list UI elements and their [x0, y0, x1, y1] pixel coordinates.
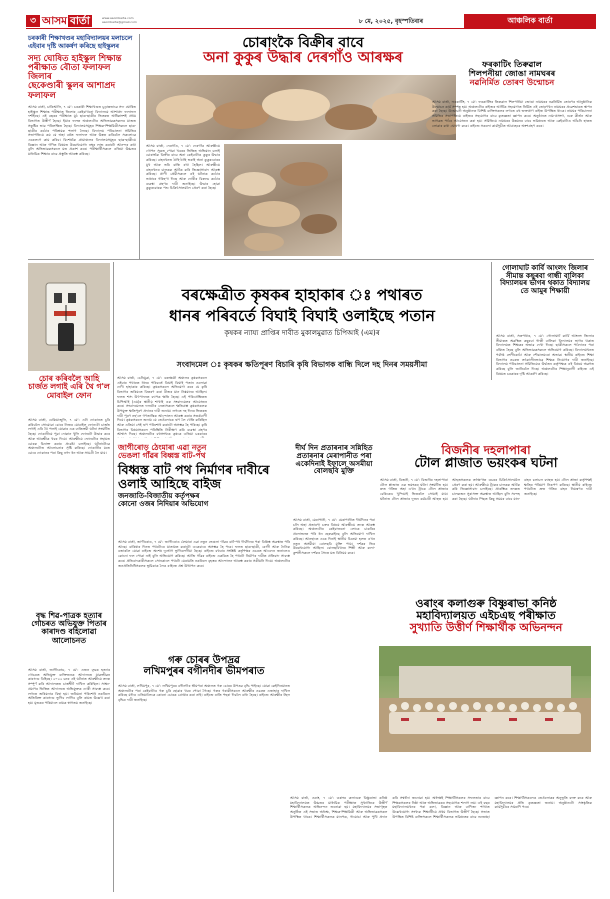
headline-line-3: নৱনিৰ্মিত তোৰণ উন্মোচন [469, 76, 555, 87]
article-body-col-2 [346, 144, 426, 256]
dogs-photo-2 [224, 144, 342, 256]
article-body: আসম বাৰ্তা, চেনিমুৱা, ৭ মে': বৰক্ষেত্ৰী অঞ্চলৰ কৃষকসকলে এইবাৰ পথাৰত ধানৰ পৰিবৰ্তে বিঘাই বিঘাই পতান ওলোৱা দেখি হাহাকাৰ কৰিছে। কৃষকসকলে অভিযোগ কৰে যে কৃষি বিভাগৰ জৰিয়তে বিতৰণ কৰা বীজৰ মান নিম্নমানৰ আছিল। ফলত শস্য উৎপাদনত ব্যাপক ক্ষতি হৈছে। এই পৰিপ্ৰেক্ষিতত চিপিআই (এম)ৰ স্থানীয় শাখাই এক সংবাদমেলৰ আয়োজন কৰে। সংবাদমেলত দলটোৰ নেতাসকলে ক্ষতিগ্ৰস্ত কৃষকসকলক উপযুক্ত ক্ষতিপূৰণ প্ৰদানৰ দাবী জনায়। লগতে দহ দিনৰ ভিতৰত দাবী পূৰণ নহ'লে গণতান্ত্ৰিক আন্দোলন আৰম্ভ কৰাৰ সতৰ্কবাণী দিয়ে। কৃষকসকলে জনায় যে তেওঁলোকে ঋণ লৈ খেতি কৰিছিল আৰু এতিয়া সেই ঋণ পৰিশোধ কৰাটো অসম্ভৱ হৈ পৰিছে। কৃষি বিভাগৰ বিষয়াসকলে পৰিস্থিতি নিৰীক্ষণ কৰি ব্যৱস্থা গ্ৰহণৰ আশ্বাস দিছে। অঞ্চলটোৰ বহুসংখ্যক কৃষকে এতিয়া চৰকাৰৰ [117, 376, 207, 437]
dog-shape [232, 172, 276, 196]
subheadline-2: কোনো ওজৰ নিদিয়াৰ অভিযোগ [118, 499, 209, 508]
mobile-photo-graphic [28, 263, 110, 371]
dog-shape [248, 201, 300, 227]
dog-shape [301, 214, 337, 234]
dog-shape [156, 95, 216, 125]
dogs-photo-2-graphic [224, 144, 342, 256]
dog-shape [280, 162, 328, 186]
socket-shape [54, 293, 62, 303]
article-body-col-2 [211, 376, 301, 438]
socket-shape [68, 293, 76, 303]
headline-line-2: শিলপনীয়া জোঙা নামঘৰৰ [468, 67, 556, 78]
headline-line-2: অনা কুকুৰ উদ্ধাৰ দেৰগাঁও আৰক্ষৰ [203, 50, 403, 67]
headline: বৃদ্ধ শিৱ-পাত্ৰক হত্যাৰ গোচৰত অভিযুক্ত পিতাৰ কাৰাদণ্ড বহিলোৱা আলোচনত [31, 611, 107, 645]
issue-date: ৮ মে, ২০২৫, বৃহস্পতিবাৰ [358, 18, 424, 25]
college-photo-graphic [379, 646, 591, 752]
headline-line-2: মহাবিদ্যালয়ত এইচএছ পৰীক্ষাত [416, 608, 556, 622]
strapline: সংবাদমেল ঃ কৃষকৰ ক্ষতিপূৰণ বিচাৰি কৃষি বিভাগক বান্ধি দিলে দহ দিনৰ সময়সীমা [176, 360, 428, 369]
dog-shape [325, 104, 377, 130]
subheadline: জনজাতি-বিজাতীয় কৰ্তৃপক্ষৰ [118, 492, 200, 501]
article-body: আসম বাৰ্তা, জাগীৰোড, ৭ মে': এজন বৃদ্ধক হত্যাৰ গোচৰত অভিযুক্ত ব্যক্তিজনক আদালতে যাৱজ্জীৱন কাৰাদণ্ড বিহিছে। ২০২২ চনৰ এই ঘটনাত আৰক্ষীয়ে তদন্ত সম্পূৰ্ণ কৰি আদালতত চাৰ্জশ্বীট দাখিল কৰিছিল। সাক্ষ্য-প্ৰমাণৰ ভিত্তিত আদালতে অভিযুক্তক দোষী সাব্যস্ত কৰে। লগতে জৰিমনাও বিহা হয়। জৰিমনা পৰিশোধ নকৰিলে অতিৰিক্ত কাৰাদণ্ড ভুগিব লাগিব বুলি ৰায়ত উল্লেখ কৰা হয়। মৃতকৰ পৰিয়ালে ৰায়ক স্বাগতম জনাইছে। [28, 668, 110, 705]
story-dogs [144, 36, 462, 67]
headline: সদ্য ঘোষিত হাইস্কুল শিক্ষান্ত [28, 53, 122, 64]
dog-shape [244, 233, 284, 251]
article-body: আসম বাৰ্তা, বিজনী, ৭ মে': বিজনীৰ দহলাপাৰা টোল প্লাজাত এক ভয়ংকৰ ঘটনা সংঘটিত হয়। দ্ৰুত গতিত অহা এখন ট্ৰাকে টোল প্লাজাৰ বেৰিকেড খুন্দিয়াই ভিতৰলৈ সোমাই যায়। ঘটনাত টোল প্লাজাৰ দুজন কৰ্মচাৰী আহত হয়। আহতসকলক তৎক্ষণাত ওচৰৰ চিকিৎসালয়লৈ প্ৰেৰণ কৰা হয়। আৰক্ষীয়ে ট্ৰাকৰ চালকক আটক কৰি জিজ্ঞাসাবাদ চলাইছে। প্ৰাৰম্ভিক তদন্তত চালকজন সুৰাসক্ত অৱস্থাত আছিল বুলি সন্দেহ কৰা হৈছে। ঘটনাৰ পিছত কিছু সময়ৰ বাবে যান-বাহন চলাচল ব্যাহত হয়। টোল প্লাজা কৰ্তৃপক্ষই ক্ষতিৰ পৰিমাণ নিৰূপণ কৰিছে। স্থানীয় ৰাইজে পথটোত দ্ৰুত গতিৰ বাহন নিয়ন্ত্ৰণৰ দাবী জনাইছে। [380, 478, 592, 501]
story-farmers [114, 287, 490, 338]
article-body: আসম বাৰ্তা, সৰুপথাৰ, ৭ মে': গোলাঘাট কাৰ্বি আংলং জিলাৰ সীমান্তত অৱস্থিত কছুৰবা গান্ধী বালিকা বিদ্যালয়ৰ ভাগৰ থকাত বিদ্যালয়ত শিক্ষকৰ অভাৱ দেখা দিছে। ছাত্ৰীসকলে পাঠদানৰ পৰা বঞ্চিত হৈছে বুলি অভিভাৱকসকলে অভিযোগ কৰিছে। বিদ্যালয়খনত পৰ্যাপ্ত শ্ৰেণীকোঠা আৰু শৌচালয়ৰো অভাৱ। স্থানীয় ৰাইজে শিক্ষা বিভাগৰ ওচৰত তৎকালীনভাৱে শিক্ষক নিয়োগৰ দাবী জনাইছে। বিদ্যালয় পৰিচালনা সমিতিয়েও উৰ্দ্ধতন কৰ্তৃপক্ষক এই বিষয়ে অৱগত কৰিছে বুলি জানিবলৈ দিছে। অঞ্চলটোৰ শিক্ষানুৰাগী ৰাইজে এই বিষয়ত চৰকাৰৰ দৃষ্টি আকৰ্ষণ কৰিছে। [496, 334, 594, 376]
headline: চোৰাংকৈ বিক্ৰীৰ বাবে [242, 35, 364, 51]
headline: গোলাঘাট কাৰ্বি আংলং জিলাৰ সীমান্ত কছুৰবা গান্ধী বালিকা বিদ্যালয়ৰ ভাগৰ থকাত বিদ্যালয় তে আমুৰ শিক্ষায়ী [500, 264, 590, 295]
students-row-2 [389, 712, 581, 734]
article-body-col-1: আসম বাৰ্তা, দেৰগাঁও, ৭ মে': দেৰগাঁও আৰক্ষীয়ে গোপন সূত্ৰত পোৱা খবৰৰ ভিত্তিত অভিযান চলাই চোৰাংকৈ বিক্ৰীৰ বাবে অনা কেইবাটাও কুকুৰ উদ্ধাৰ কৰিছে। বাহনখনত ঠাহি-ঠাহি ভৰাই অনা কুকুৰবোৰৰ মুখ আৰু ভৰি বান্ধি ৰখা হৈছিল। আৰক্ষীয়ে বাহনখনৰ চালকক আটক কৰি জিজ্ঞাসাবাদ আৰম্ভ কৰিছে। প্ৰাণী প্ৰেমীসকলে এই ঘটনাক কঠোৰ ভাষাৰে গৰিহণা দিছে আৰু দোষীৰ বিৰুদ্ধে কঠোৰ ব্যৱস্থা গ্ৰহণৰ দাবী জনাইছে। উদ্ধাৰ হোৱা কুকুৰবোৰক পশু চিকিৎসালয়লৈ প্ৰেৰণ কৰা হৈছে। [146, 144, 220, 191]
story-college [380, 598, 592, 634]
section-rule [28, 259, 594, 260]
article-body: আসম বাৰ্তা, চাৰিআলি, ৭ মে': চৰকাৰী শিক্ষাখণ্ডত চূড়ান্তভাৱে সদ্য ঘোষিত হাইস্কুল শিক্ষান্ত পৰীক্ষাত জিলাৰ কেইবাখনো বিদ্যালয়ে আশাপ্ৰদ ফলাফল দৰ্শাইছে। এই বছৰৰ পৰীক্ষাত মুঠ ছাত্ৰ-ছাত্ৰীৰ ভিতৰত অধিকাংশই প্ৰথম বিভাগত উত্তীৰ্ণ হৈছে। ইয়াৰ ফলত অঞ্চলটোৰ অভিভাৱকসকলৰ মাজত সন্তুষ্টিৰ ভাৱ পৰিলক্ষিত হৈছে। বিদ্যালয়সমূহৰ শিক্ষক-শিক্ষয়িত্ৰীসকলে ছাত্ৰ-ছাত্ৰীৰ কঠোৰ পৰিশ্ৰমক শলাগ লৈছে। বিদ্যালয় পৰিচালনা সমিতিৰ সভাপতিয়ে কয় যে অহা বৰ্ষত ফলাফল আৰু উন্নত কৰিবলৈ সকলোৱে একেলগে কাম কৰিব। বিশেষকৈ গ্ৰামাঞ্চলৰ বিদ্যালয়সমূহৰ ছাত্ৰ-ছাত্ৰীয়ে বিজ্ঞান আৰু গণিত বিষয়ত উল্লেখযোগ্য নম্বৰ লাভ কৰাটো আনন্দৰ কথা বুলি অভিভাৱকসকলে মত প্ৰকাশ কৰে। পৰীক্ষাৰ্থীসকলে এতিয়া উচ্চতৰ মাধ্যমিক শিক্ষাৰ বাবে প্ৰস্তুতি আৰম্ভ কৰিছে। [28, 105, 136, 157]
story-road [118, 444, 290, 508]
article-body: আসম বাৰ্তা, লখিমপুৰ, ৭ মে': লখিমপুৰৰ বগীনদীৰ ভীমপৰা অঞ্চলত গৰু চোৰৰ উপদ্ৰৱ বৃদ্ধি পাইছে। যোৱা কেইদিনমানত অঞ্চলটোৰ পৰা কেইবাটাও গৰু চুৰি হোৱাৰ খবৰ পোৱা গৈছে। গৰুৰ গৰাকীসকলে আৰক্ষীৰ ওচৰত এজাহাৰ দাখিল কৰিছে যদিও এতিয়ালৈকে কোনো চোৰক গ্ৰেপ্তাৰ কৰা নাই। ৰাইজে ৰাতি পহৰা দিবলৈ বাধ্য হৈছে। ৰাইজে আৰক্ষীৰ টহল বৃদ্ধিৰ দাবী জনাইছে। [118, 684, 290, 703]
headline: চোৰ কৰিবলৈ আহি চাৰ্জত লগাই এৰি থৈ গ'ল মোবাইল ফোন [28, 374, 110, 400]
column-rule [491, 262, 492, 380]
story-cow [118, 656, 290, 678]
subheadline: কৃষকৰ ন্যায্য প্ৰাপ্তিৰ দাবীত মুকালমুৱাত চিপিআই (এম)ৰ [224, 329, 380, 338]
article-body: আসম বাৰ্তা, ঢেকিয়াজুলি, ৭ মে': এটা দোকানত চুৰি কৰিবলৈ সোমোৱা চোৰে নিজৰ মোবাইল ফোনটো চাৰ্জত লগাই এৰি থৈ পলাই যোৱাৰ এক ব্যতিক্ৰমী ঘটনা সংঘটিত হৈছে। দোকানীয়ে পুৱা দোকান খুলি ফোনটো উদ্ধাৰ কৰে আৰু আৰক্ষীক খবৰ দিয়ে। আৰক্ষীয়ে ফোনটোৰ সহায়ত চোৰক চিনাক্ত কৰাৰ প্ৰচেষ্টা চলাইছে। ঘটনাটোৱে অঞ্চলটোত আলোচনাৰ সৃষ্টি কৰিছে। দোকানীৰ মতে চোৰে দোকানৰ পৰা কিছু নগদ ধন আৰু সামগ্ৰী লৈ যায়। [28, 418, 110, 455]
headline-kicker-2: এইবাৰ দৃষ্টি আকৰ্ষণ কৰিছে হাইস্কুলৰ [28, 42, 119, 50]
header-website: www.asombarta.com [102, 16, 134, 20]
headline: বিধ্বস্ত বাট পথ নিৰ্মাণৰ দাবীৰে ওলাই আহিছে বাইজ [118, 462, 270, 491]
story-golaghat [496, 265, 594, 295]
building-shape [399, 666, 571, 698]
farmers-strapline [114, 361, 490, 369]
headline-line-2: টোল প্লাজাত ভয়ংকৰ ঘটনা [414, 455, 558, 471]
header-contact [102, 16, 137, 24]
mobile-phone-shape [58, 323, 74, 351]
dogs-photo [146, 75, 456, 140]
story-toll [380, 444, 592, 471]
header-email: asombarta@gmail.com [102, 20, 137, 24]
headline-line-3: ছেকেণ্ডাৰী স্কুলৰ আশাপ্ৰদ ফলাফল [28, 81, 116, 101]
logo-text: আসম [42, 15, 68, 27]
story-teachers [28, 36, 136, 213]
headline: বিজনীৰ দহলাপাৰা [441, 443, 531, 457]
article-body-col-4 [399, 376, 489, 438]
kicker-2: ভেঙলা গাঁৱৰ বিধ্বস্ত বাট-পথ [118, 451, 206, 461]
article-body-col-3 [305, 376, 395, 438]
logo-box: বার্তা [70, 15, 90, 27]
dog-shape [372, 93, 436, 123]
story-murder [28, 612, 110, 645]
column-rule [139, 34, 140, 260]
article-body: আসম বাৰ্তা, ওৰাং, ৭ মে': ওৰাংৰ কলাগুৰু বিষ্ণুৰাভা কনিষ্ঠ মহাবিদ্যালয়ত উচ্চতৰ মাধ্যমিক পৰীক্ষাত সুখ্যাতিৰে উত্তীৰ্ণ শিক্ষাৰ্থীসকলক অভিনন্দন জনোৱা হয়। মহাবিদ্যালয়ৰ সভাগৃহত অনুষ্ঠিত এই সভাত অধ্যক্ষ, শিক্ষক-শিক্ষয়িত্ৰী আৰু অভিভাৱকসকল উপস্থিত থাকে। শিক্ষাৰ্থীসকলক মানপত্ৰ, গামোচা আৰু পুথি প্ৰদান কৰি সম্বৰ্ধনা জনোৱা হয়। অধ্যক্ষই শিক্ষাৰ্থীসকলৰ সফলতাৰ বাবে শিক্ষকসকলৰ নিষ্ঠা আৰু অভিভাৱকৰ সহযোগক শলাগ লয়। এই বছৰ মহাবিদ্যালয়খনৰ পৰা কলা, বিজ্ঞান আৰু বাণিজ্য শাখাত উল্লেখযোগ্য সংখ্যক শিক্ষাৰ্থীয়ে প্ৰথম বিভাগত উত্তীৰ্ণ হৈছে। সভাত উপস্থিত বিশিষ্ট ব্যক্তিসকলে শিক্ষাৰ্থীসকলক ভৱিষ্যতৰ বাবে শুভেচ্ছা জ্ঞাপন কৰে। শিক্ষাৰ্থীসকলেও তেওঁলোকৰ অনুভূতি ব্যক্ত কৰে আৰু মহাবিদ্যালয়ৰ প্ৰতি কৃতজ্ঞতা জনায়। অনুষ্ঠানটো সাংস্কৃতিক কাৰ্যসূচীৰে সামৰণি পৰে। [290, 796, 592, 819]
headline: দীৰ্ঘ দিন প্ৰতাৰনাৰ সন্নিহিত প্ৰতাৰনাৰ মেৰাপানীত পৰা একেদিনাই ইফালে অসমীয়া বোলছবি মুক্তি [295, 443, 373, 476]
headline-line-2: লখিমপুৰৰ বগীনদীৰ ভীমপৰাত [143, 665, 265, 677]
kicker: জাগীৰোড় ঠেংমাৰা এৱা নতুন [118, 443, 207, 452]
headline: ওৰাংৰ কলাগুৰু বিষ্ণুৰাভা কনিষ্ঠ [415, 597, 557, 610]
switch-shape [54, 311, 76, 316]
article-body: আসম বাৰ্তা, জাগীৰোড, ৭ মে': জাগীৰোড ঠেংমাৰা এৱা নতুন ভেঙলা গাঁৱৰ বাট-পথ দীৰ্ঘদিনৰ পৰা বিধ্বস্ত অৱস্থাত পৰি আছে। বাৰিষাৰ দিনত পথটোৰে যাতায়ত কৰাটো একেবাৰে অসম্ভৱ হৈ পৰে। ফলত ছাত্ৰ-ছাত্ৰী, ৰোগী আৰু দৈনিক বজাৰলৈ যোৱা ৰাইজে অশেষ দুৰ্ভোগ ভুগিবলগীয়া হৈছে। ৰাইজে বহুবাৰ সংশ্লিষ্ট কৰ্তৃপক্ষৰ ওচৰত আবেদন জনালেও কোনো ফল পোৱা নাই বুলি অভিযোগ কৰিছে। আজি গাঁৱৰ ৰাইজে একত্ৰিত হৈ পথটো নিৰ্মাণৰ দাবীত প্ৰতিবাদ সাব্যস্ত কৰে। প্ৰতিবাদকাৰীসকলে সোনকালে পথটো মেৰামতি নকৰিলে বৃহত্তৰ আন্দোলন আৰম্ভ কৰাৰ সকীয়নি দিয়ে। অঞ্চলটোৰ জনপ্ৰতিনিধিসকলৰ ভূমিকাক লৈও ৰাইজে প্ৰশ্ন উত্থাপন কৰে। [118, 540, 290, 568]
headline-line-2: পৰীক্ষাত বৌতা ফলাফল জিলাৰ [28, 62, 111, 83]
dog-shape [262, 89, 330, 121]
article-body: আসম বাৰ্তা, মেৰাপানী, ৭ মে': মেৰাপানীত দীৰ্ঘদিনৰ পৰা চলি অহা প্ৰতাৰণা চক্ৰৰ বিষয়ে আৰক্ষীয়ে তদন্ত আৰম্ভ কৰিছে। অঞ্চলটোৰ কেইবাজনো লোকে চাকৰিৰ প্ৰলোভনত পৰি ধন হেৰুৱাইছে বুলি অভিযোগ দাখিল কৰিছে। আনহাতে একে দিনাই স্থানীয় চিনেমা হলত এখন নতুন অসমীয়া বোলছবি মুক্তি পায়। দৰ্শকৰ ভিৰ উল্লেখযোগ্য আছিল। বোলছবিখনৰ শিল্পী আৰু কলা-কুশলীসকলে দৰ্শকৰ সৈতে মত বিনিময় কৰে। [293, 518, 375, 555]
newspaper-logo [42, 14, 92, 28]
story-film [293, 444, 375, 475]
headline: বৰক্ষেত্ৰীত কৃষকৰ হাহাকাৰ ঃ পথাৰত [181, 286, 423, 304]
headline-line-2: ধানৰ পৰিবৰ্তে বিঘাই বিঘাই ওলাইছে পতান [169, 306, 435, 325]
section-label: আঞ্চলিক বাৰ্তা [464, 14, 596, 28]
column-rule [113, 262, 114, 892]
article-body: আসম বাৰ্তা, ফৰকাটিং, ৭ মে': ফৰকাটিংৰ তিৰুৱাল শিলপনীয়া জোঙা নামঘৰৰ নৱনিৰ্মিত তোৰণৰ আনুষ্ঠানিক উন্মোচন কাৰ্য সম্পন্ন হয়। অঞ্চলটোৰ ৰাইজৰ আৰ্থিক সহযোগত নিৰ্মিত এই তোৰণখন নামঘৰৰ প্ৰৱেশদ্বাৰত স্থাপন কৰা হৈছে। উন্মোচনী অনুষ্ঠানত বিশিষ্ট ব্যক্তিসকলৰ লগতে বহু ভক্তপ্ৰাণ ৰাইজ উপস্থিত থাকে। নামঘৰ পৰিচালনা সমিতিৰ সভাপতিয়ে ৰাইজৰ সহযোগৰ বাবে কৃতজ্ঞতা জ্ঞাপন কৰে। অনুষ্ঠানত নাম-প্ৰসংগ, গুৰু কীৰ্তন আৰু ভাগৱত পাঠৰ আয়োজন কৰা হয়। সমিতিয়ে নামঘৰৰ উন্নয়নৰ বাবে ভৱিষ্যতে আৰু কেইবাটাও আঁচনি হাতত লোৱাৰ কথা ঘোষণা কৰে। ৰাইজে সকলো কাৰ্যসূচীত আগ্ৰহেৰে অংশগ্ৰহণ কৰে। [432, 100, 592, 128]
story-nam-ghar [432, 60, 592, 87]
dogs-photo-graphic [146, 75, 456, 140]
mobile-photo [28, 263, 110, 371]
headline-line-3: সুখ্যাতি উত্তীৰ্ণ শিক্ষাৰ্থীক অভিনন্দন [409, 620, 563, 634]
headline: ফৰকাটিং তিৰুৱাল [482, 59, 542, 69]
headline: গৰু চোৰৰ উপদ্ৰৱ [168, 655, 240, 666]
dog-shape [213, 101, 269, 129]
college-photo [379, 646, 591, 752]
story-mobile [28, 375, 110, 400]
page-header [26, 14, 596, 29]
headline-kicker: চৰকাৰী শিক্ষাখণ্ডৰ মহাবিদ্যালয়ৰ মলাচলে [28, 35, 133, 42]
page-number: ৩ [26, 15, 40, 27]
